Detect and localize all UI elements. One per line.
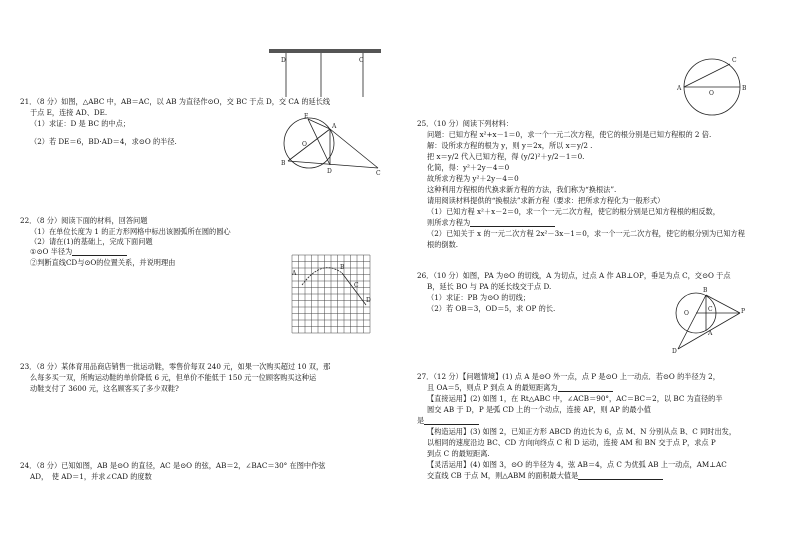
fig-label-c: C — [732, 57, 737, 64]
fig-label-c: C — [359, 57, 364, 64]
q25-line3: 解：设所求方程的根为 y，则 y＝2x，所以 x＝y/2 . — [427, 141, 593, 150]
hanging-rect-figure — [266, 47, 386, 99]
q22-item3: ①⊙O 半径为 — [30, 247, 127, 256]
fig-label-e: E — [304, 113, 309, 120]
fig-label-c: C — [376, 170, 381, 177]
q26-part2: （2）若 OB＝3，OD＝5，求 OP 的长. — [427, 304, 556, 313]
fig-label-b: B — [703, 287, 708, 294]
q25-line7: 这种利用方程根的代换求新方程的方法，我们称为“换根法”. — [427, 185, 617, 194]
fig-label-a: A — [708, 330, 713, 337]
q21-figure — [278, 113, 383, 175]
q24-line2: AD， 使 AD＝1，并求∠CAD 的度数 — [30, 472, 152, 481]
q22-item4: ②判断直线CD与⊙O的位置关系，并说明理由 — [30, 258, 176, 267]
q25-line10: 则所求方程为 — [427, 218, 555, 227]
fig-label-c: C — [708, 306, 713, 313]
q27-line3: 【直接运用】(2) 如图 1，在 Rt△ABC 中，∠ACB＝90°，AC＝BC＝2，以 BC 为直径的半 — [427, 394, 723, 403]
q25-line2: 问题：已知方程 x²+x－1＝0，求一个一元二次方程，使它的根分别是已知方程根的 2 倍. — [427, 130, 712, 139]
q22-item1: （1）在单位长度为 1 的正方形网格中标出该圆弧所在圆的圆心 — [30, 227, 231, 236]
q23-line2: 么每多买一双，所购运动鞋的单价降低 6 元，但单价不能低于 150 元一位顾客购买这种运 — [30, 373, 317, 382]
fig-label-o: O — [302, 141, 307, 148]
q22-stem: 22．（8 分）阅读下面的材料，回答问题 — [20, 216, 148, 225]
q27-line6: 【构造运用】(3) 如图 2，已知正方形 ABCD 的边长为 6，点 M、N 分别从点 B、C 同时出发， — [427, 427, 737, 436]
fig-label-d: D — [327, 168, 332, 175]
q25-line6: 故所求方程为 y²＋2y－4＝0 — [427, 174, 519, 183]
q25-line12: 根的倒数. — [427, 240, 459, 249]
q21-part2: （2）若 DE＝6，BD·AD＝4，求⊙O 的半径. — [30, 137, 177, 146]
fig-label-a: A — [677, 85, 682, 92]
grid-figure — [290, 253, 375, 338]
fig-label-b: B — [742, 85, 747, 92]
q23-line3: 动鞋支付了 3600 元，这名顾客买了多少双鞋? — [30, 384, 179, 393]
q21-stem-line2: 于点 E，连接 AD、DE. — [30, 108, 108, 117]
fig-label-p: P — [741, 308, 746, 315]
q25-line11: （2）已知关于 x 的一元二次方程 2x²－3x－1＝0，求一个一元二次方程，使它的根分别为已知方程 — [427, 229, 745, 238]
q23-line1: 23．（8 分）某体育用品商店销售一批运动鞋，零售价每双 240 元，如果一次购买超过 10 双，那 — [20, 362, 331, 371]
q21-stem-line1: 21．（8 分）如图，△ABC 中，AB＝AC，以 AB 为直径作⊙O，交 BC 于点 D，交 CA 的延长线 — [20, 97, 331, 106]
fig-label-d: D — [672, 348, 677, 355]
fig-label-b: B — [340, 264, 345, 271]
q22-item2: （2）请在(1)的基础上，完成下面问题 — [30, 237, 153, 246]
q25-line1: 25．（10 分）阅读下列材料： — [417, 119, 514, 128]
q27-line5: 是 — [417, 416, 479, 425]
q26-part1: （1）求证：PB 为⊙O 的切线； — [427, 293, 531, 302]
q25-line4: 把 x＝y/2 代入已知方程，得 (y/2)²＋y/2－1＝0. — [427, 152, 585, 161]
fig-label-b: B — [281, 160, 286, 167]
q25-line5: 化简，得：y²＋2y－4＝0 — [427, 163, 510, 172]
q26-line1: 26．（10 分）如图，PA 为⊙O 的切线，A 为切点，过点 A 作 AB⊥OP，垂足为点 C，交⊙O 于点 — [417, 271, 731, 280]
q24-circle-figure — [672, 52, 752, 122]
q21-part1: （1）求证：D 是 BC 的中点； — [30, 119, 130, 128]
q26-line2: B，延长 BO 与 PA 的延长线交于点 D. — [427, 282, 552, 291]
q27-line7: 以相同的速度沿边 BC、CD 方向向终点 C 和 D 运动，连接 AM 和 BN 交于点 P，求点 P — [427, 438, 716, 447]
fig-label-c: C — [354, 282, 359, 289]
fig-label-o: O — [709, 90, 714, 97]
fig-label-d: D — [366, 297, 371, 304]
fig-label-a: A — [332, 123, 337, 130]
q27-line8: 到点 C 的最短距离. — [427, 449, 490, 458]
q25-line9: （1）已知方程 x²＋x－2＝0，求一个一元二次方程，使它的根分别是已知方程根的相反数， — [427, 207, 720, 216]
q26-figure — [670, 283, 745, 355]
fig-label-a: A — [292, 270, 297, 277]
q27-line9: 【灵活运用】(4) 如图 3，⊙O 的半径为 4，弦 AB＝4，点 C 为优弧 AB 上一动点，AM⊥AC — [427, 460, 727, 469]
q27-line4: 圆交 AB 于 D，P 是弧 CD 上的一个动点，连接 AP，则 AP 的最小值 — [427, 405, 651, 414]
q27-line10: 交直线 CB 于点 M，则△ABM 的面积最大值是 — [427, 471, 663, 480]
q25-line8: 请用阅读材料提供的“换根法”求新方程（要求：把所求方程化为一般形式） — [427, 196, 665, 205]
q27-line1: 27．（12 分）【问题情境】(1) 点 A 是⊙O 外一点，点 P 是⊙O 上一动点．若⊙O 的半径为 2， — [417, 372, 720, 381]
fig-label-o: O — [684, 310, 689, 317]
q27-line2: 且 OA＝5，则点 P 到点 A 的最短距离为 — [427, 383, 613, 392]
q24-line1: 24．（8 分）已知如图，AB 是⊙O 的直径，AC 是⊙O 的弦，AB＝2，∠BAC＝30° 在图中作弦 — [20, 461, 326, 470]
fig-label-d: D — [281, 57, 286, 64]
